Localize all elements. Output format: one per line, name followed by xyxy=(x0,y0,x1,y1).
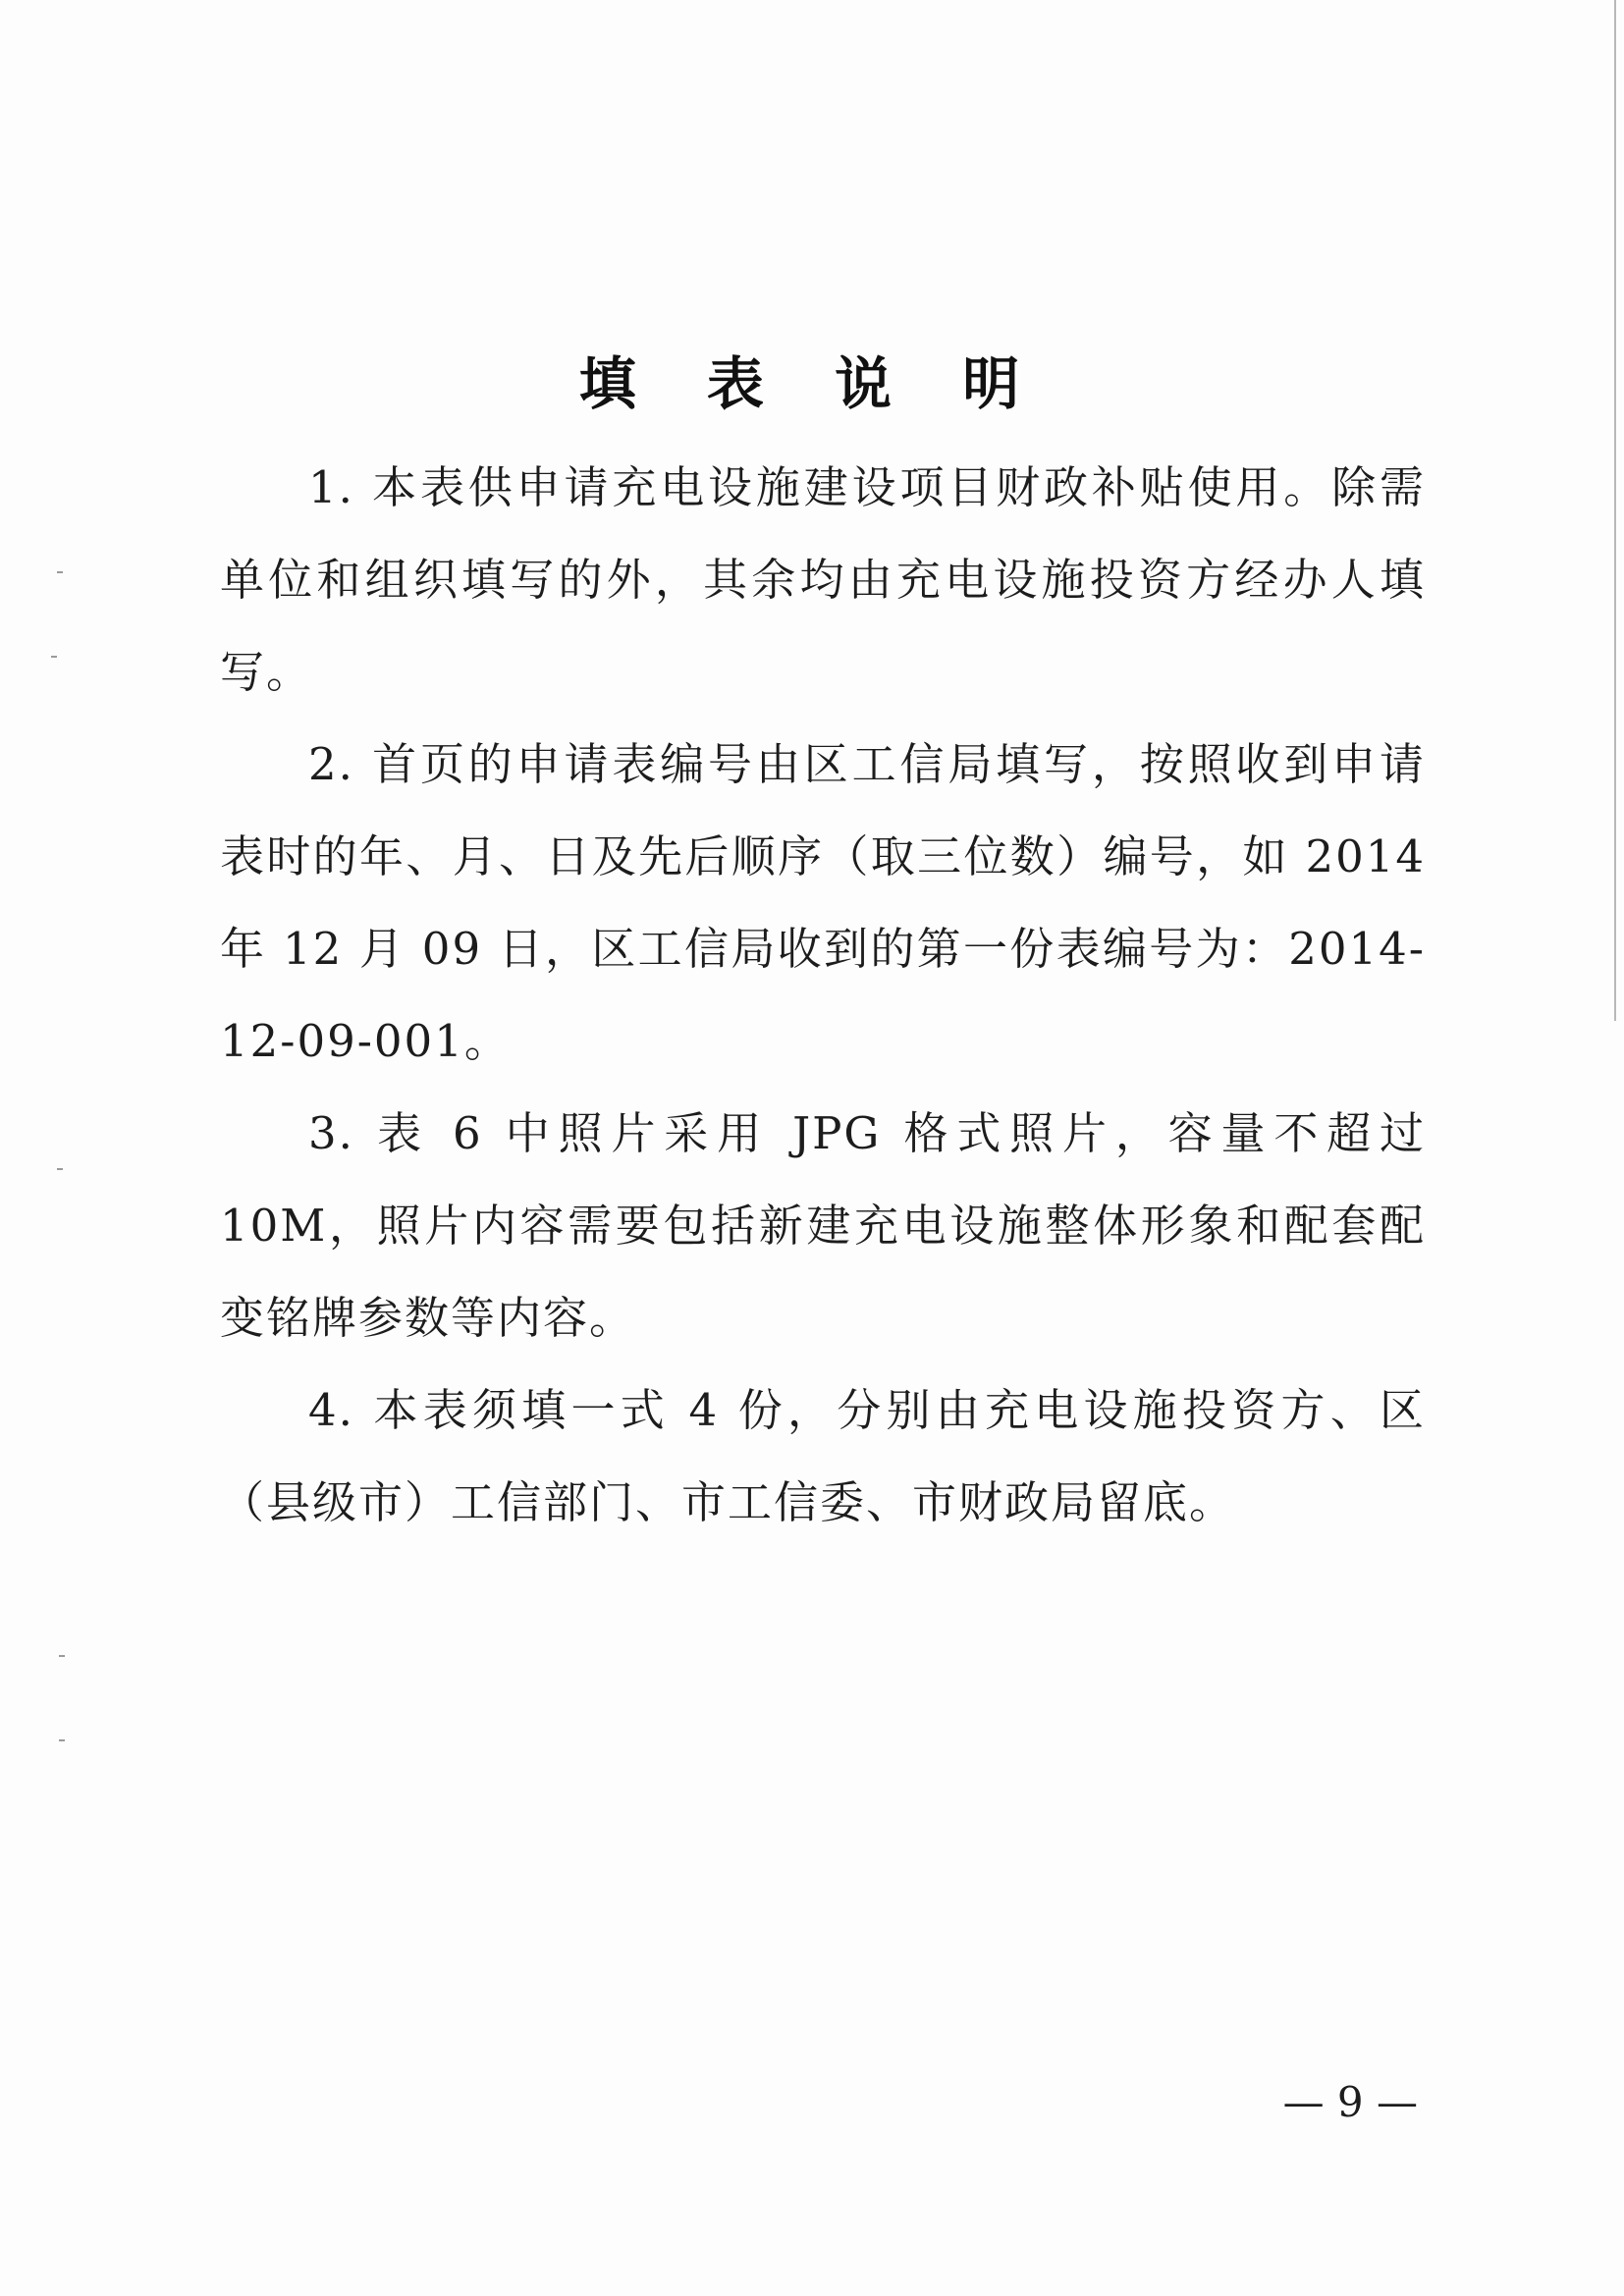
scan-edge-line xyxy=(1614,0,1616,1021)
instruction-paragraph-4: 4. 本表须填一式 4 份，分别由充电设施投资方、区（县级市）工信部门、市工信委、市财政局留底。 xyxy=(220,1384,1426,1528)
scan-mark xyxy=(51,656,57,658)
page-title: 填 表 说 明 xyxy=(578,349,1046,417)
scan-mark xyxy=(59,1655,65,1657)
instruction-paragraph-3: 3. 表 6 中照片采用 JPG 格式照片，容量不超过 10M，照片内容需要包括新建充电设施整体形象和配套配变铭牌参数等内容。 xyxy=(220,1107,1426,1344)
scan-mark xyxy=(57,571,63,573)
instructions-body xyxy=(220,442,1426,1549)
scan-mark xyxy=(59,1739,65,1741)
instruction-paragraph-1: 1. 本表供申请充电设施建设项目财政补贴使用。除需单位和组织填写的外，其余均由充电设施投资方经办人填写。 xyxy=(220,461,1426,698)
instruction-paragraph-2: 2. 首页的申请表编号由区工信局填写，按照收到申请表时的年、月、日及先后顺序（取三位数）编号，如 2014 年 12 月 09 日，区工信局收到的第一份表编号为：2014-12-09-001。 xyxy=(220,738,1426,1067)
page-number: — 9 — xyxy=(1282,2078,1418,2126)
scan-mark xyxy=(57,1168,63,1170)
